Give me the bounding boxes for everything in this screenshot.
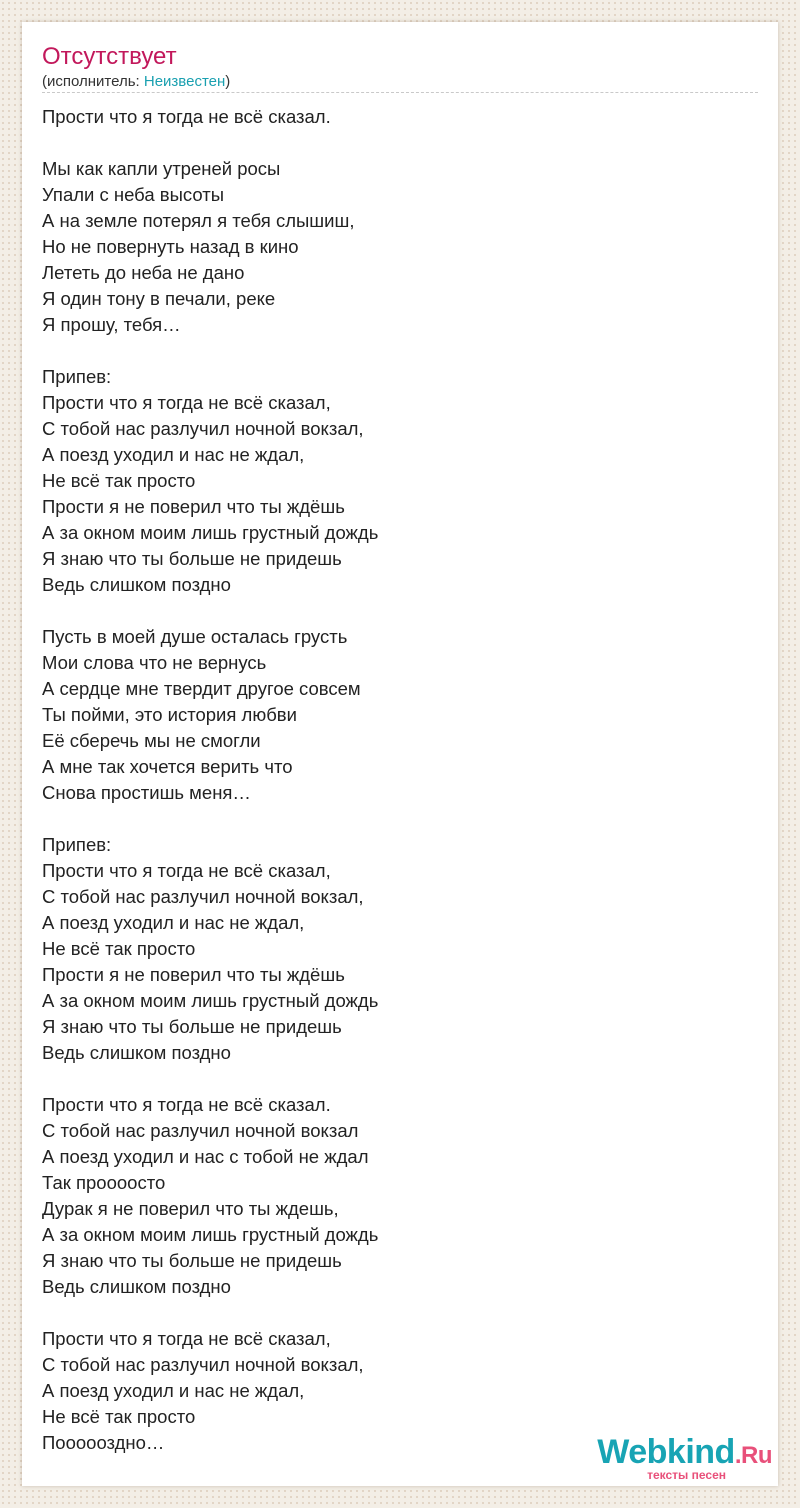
lyric-line: Я знаю что ты больше не придешь bbox=[42, 1250, 342, 1271]
lyric-line: Прости что я тогда не всё сказал, bbox=[42, 860, 331, 881]
performer-close: ) bbox=[225, 73, 231, 90]
lyric-line: Поооооздно… bbox=[42, 1432, 165, 1453]
lyric-line: Не всё так просто bbox=[42, 1406, 196, 1427]
lyric-line: Ведь слишком поздно bbox=[42, 574, 231, 595]
lyric-line: Ведь слишком поздно bbox=[42, 1042, 231, 1063]
header-divider bbox=[42, 92, 758, 93]
lyric-blank-line bbox=[42, 130, 742, 156]
lyric-line: Но не повернуть назад в кино bbox=[42, 236, 299, 257]
logo-tagline: тексты песен bbox=[647, 1468, 726, 1482]
lyrics-card bbox=[22, 22, 778, 1486]
lyric-line: С тобой нас разлучил ночной вокзал bbox=[42, 1120, 359, 1141]
lyric-line: А сердце мне твердит другое совсем bbox=[42, 678, 361, 699]
lyric-line: С тобой нас разлучил ночной вокзал, bbox=[42, 886, 364, 907]
lyric-line: Не всё так просто bbox=[42, 938, 196, 959]
lyric-line: А мне так хочется верить что bbox=[42, 756, 293, 777]
logo-tld: Ru bbox=[741, 1442, 772, 1469]
lyric-line: А за окном моим лишь грустный дождь bbox=[42, 1224, 379, 1245]
lyric-blank-line bbox=[42, 338, 742, 364]
lyric-line: Прости что я тогда не всё сказал. bbox=[42, 106, 331, 127]
lyric-line: Я прошу, тебя… bbox=[42, 314, 181, 335]
lyric-line: Я один тону в печали, реке bbox=[42, 288, 276, 309]
lyric-blank-line bbox=[42, 598, 742, 624]
lyric-line: Прости я не поверил что ты ждёшь bbox=[42, 964, 345, 985]
lyric-line: Мои слова что не вернусь bbox=[42, 652, 267, 673]
logo-brand: Webkind bbox=[597, 1433, 735, 1471]
lyric-line: Ты пойми, это история любви bbox=[42, 704, 297, 725]
lyric-line: Дурак я не поверил что ты ждешь, bbox=[42, 1198, 339, 1219]
lyric-line: А поезд уходил и нас с тобой не ждал bbox=[42, 1146, 369, 1167]
lyric-line: А за окном моим лишь грустный дождь bbox=[42, 522, 379, 543]
lyric-line: Лететь до неба не дано bbox=[42, 262, 245, 283]
lyric-line: Её сберечь мы не смогли bbox=[42, 730, 261, 751]
lyric-blank-line bbox=[42, 1066, 742, 1092]
lyric-line: Так проооосто bbox=[42, 1172, 166, 1193]
lyric-line: С тобой нас разлучил ночной вокзал, bbox=[42, 418, 364, 439]
lyric-line: Не всё так просто bbox=[42, 470, 196, 491]
lyric-line: Мы как капли утреней росы bbox=[42, 158, 281, 179]
logo-dot: . bbox=[734, 1442, 741, 1469]
lyrics-text bbox=[42, 104, 742, 1456]
song-title: Отсутствует bbox=[42, 43, 177, 70]
lyric-line: Я знаю что ты больше не придешь bbox=[42, 548, 342, 569]
lyric-line: Ведь слишком поздно bbox=[42, 1276, 231, 1297]
performer-line bbox=[42, 72, 230, 92]
lyric-line: Пусть в моей душе осталась грусть bbox=[42, 626, 348, 647]
lyric-line: А на земле потерял я тебя слышиш, bbox=[42, 210, 355, 231]
lyric-line: Прости я не поверил что ты ждёшь bbox=[42, 496, 345, 517]
lyric-line: Припев: bbox=[42, 834, 112, 855]
lyric-blank-line bbox=[42, 806, 742, 832]
lyric-line: А за окном моим лишь грустный дождь bbox=[42, 990, 379, 1011]
lyric-line: Прости что я тогда не всё сказал, bbox=[42, 1328, 331, 1349]
performer-label: (исполнитель: bbox=[42, 73, 144, 90]
lyric-line: Упали с неба высоты bbox=[42, 184, 225, 205]
lyric-line: Прости что я тогда не всё сказал. bbox=[42, 1094, 331, 1115]
lyric-line: Прости что я тогда не всё сказал, bbox=[42, 392, 331, 413]
lyric-line: А поезд уходил и нас не ждал, bbox=[42, 1380, 305, 1401]
lyric-line: С тобой нас разлучил ночной вокзал, bbox=[42, 1354, 364, 1375]
artist-link[interactable]: Неизвестен bbox=[143, 73, 226, 90]
lyric-line: А поезд уходил и нас не ждал, bbox=[42, 444, 305, 465]
lyric-blank-line bbox=[42, 1300, 742, 1326]
site-logo[interactable] bbox=[572, 1432, 772, 1482]
lyric-line: А поезд уходил и нас не ждал, bbox=[42, 912, 305, 933]
lyric-line: Припев: bbox=[42, 366, 112, 387]
lyric-line: Я знаю что ты больше не придешь bbox=[42, 1016, 342, 1037]
lyric-line: Снова простишь меня… bbox=[42, 782, 251, 803]
